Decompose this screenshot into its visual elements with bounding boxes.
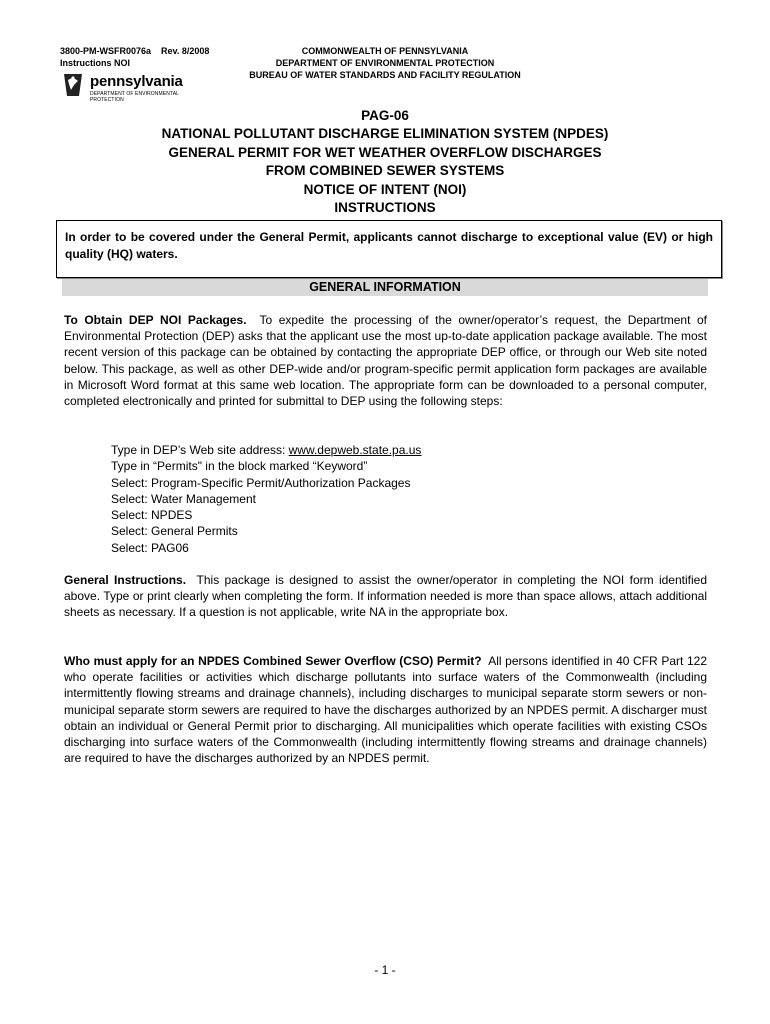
section-heading-general-information: GENERAL INFORMATION (62, 279, 708, 296)
revision-date: Rev. 8/2008 (161, 46, 210, 56)
step-item: Select: Program-Specific Permit/Authorization Packages (111, 475, 411, 490)
who-must-apply-text: All persons identified in 40 CFR Part 122 who operate facilities or activities which discharge pollutants into surface waters of the Commonwealth (including intermittently flowing streams and drainage channels), including discharges to municipal separate storm sewers or non-municipal separate storm sewers are required to have the discharges authorized by an NPDES permit. A discharger must obtain an individual or General Permit prior to discharging. All municipalities which operate facilities with existing CSOs discharging into surface waters of the Commonwealth (including intermittently flowing streams and drainage channels) are required to have the discharges authorized by an NPDES permit. (64, 654, 707, 766)
obtain-packages-text: To expedite the processing of the owner/operator’s request, the Department of Environmental Protection (DEP) asks that the applicant use the most up-to-date application package available. The most recent version of this package can be obtained by contacting the appropriate DEP office, or through our Web site noted below. This package, as well as other DEP-wide and/or program-specific permit application form packages are available in Microsoft Word format at this same web location. The appropriate form can be downloaded to a personal computer, completed electronically and printed for submittal to DEP using the following steps: (64, 313, 708, 409)
general-instructions-text: This package is designed to assist the owner/operator in completing the NOI form identified above. Type or print clearly when completing the form. If information needed is more than space allows, attach additional sheets as necessary. If a question is not applicable, write NA in the appropriate box. (64, 573, 707, 620)
dep-website-link[interactable]: www.depweb.state.pa.us (288, 443, 422, 457)
title-line: FROM COMBINED SEWER SYSTEMS (265, 163, 505, 179)
obtain-packages-paragraph (64, 312, 707, 409)
step-item: Type in “Permits" in the block marked “Keyword” (111, 459, 368, 474)
agency-header (0, 45, 770, 81)
step-item: Select: General Permits (111, 524, 238, 539)
step-item: Select: NPDES (111, 508, 193, 523)
step-item: Select: Water Management (111, 491, 256, 506)
title-line: NOTICE OF INTENT (NOI) (303, 181, 467, 197)
who-must-apply-heading: Who must apply for an NPDES Combined Sewer Overflow (CSO) Permit? (64, 654, 482, 668)
general-instructions-heading: General Instructions. (64, 573, 187, 587)
document-title (0, 107, 770, 217)
eligibility-notice-box: In order to be covered under the General Permit, applicants cannot discharge to exceptional value (EV) or high quality (HQ) waters. (56, 220, 722, 278)
step-url-prefix: Type in DEP’s Web site address: (111, 443, 289, 457)
logo-wordmark: pennsylvania (90, 73, 183, 90)
agency-line: COMMONWEALTH OF PENNSYLVANIA (301, 46, 469, 56)
agency-line: DEPARTMENT OF ENVIRONMENTAL PROTECTION (275, 58, 495, 68)
who-must-apply-paragraph (64, 653, 707, 766)
general-instructions-paragraph (64, 572, 707, 621)
document-type: Instructions NOI (60, 58, 131, 68)
page-number: - 1 - (374, 963, 396, 977)
form-id: 3800-PM-WSFR0076a (60, 46, 152, 56)
title-line: NATIONAL POLLUTANT DISCHARGE ELIMINATION SYSTEM (NPDES) (161, 126, 609, 142)
step-item (111, 442, 421, 458)
title-line: INSTRUCTIONS (334, 200, 436, 216)
title-line: PAG-06 (361, 108, 409, 123)
obtain-packages-heading: To Obtain DEP NOI Packages. (64, 313, 247, 327)
title-line: GENERAL PERMIT FOR WET WEATHER OVERFLOW DISCHARGES (168, 144, 602, 160)
agency-line: BUREAU OF WATER STANDARDS AND FACILITY REGULATION (249, 70, 521, 80)
step-item: Select: PAG06 (111, 540, 189, 555)
logo-subtitle: DEPARTMENT OF ENVIRONMENTAL PROTECTION (90, 91, 179, 103)
download-steps-list (111, 442, 421, 556)
